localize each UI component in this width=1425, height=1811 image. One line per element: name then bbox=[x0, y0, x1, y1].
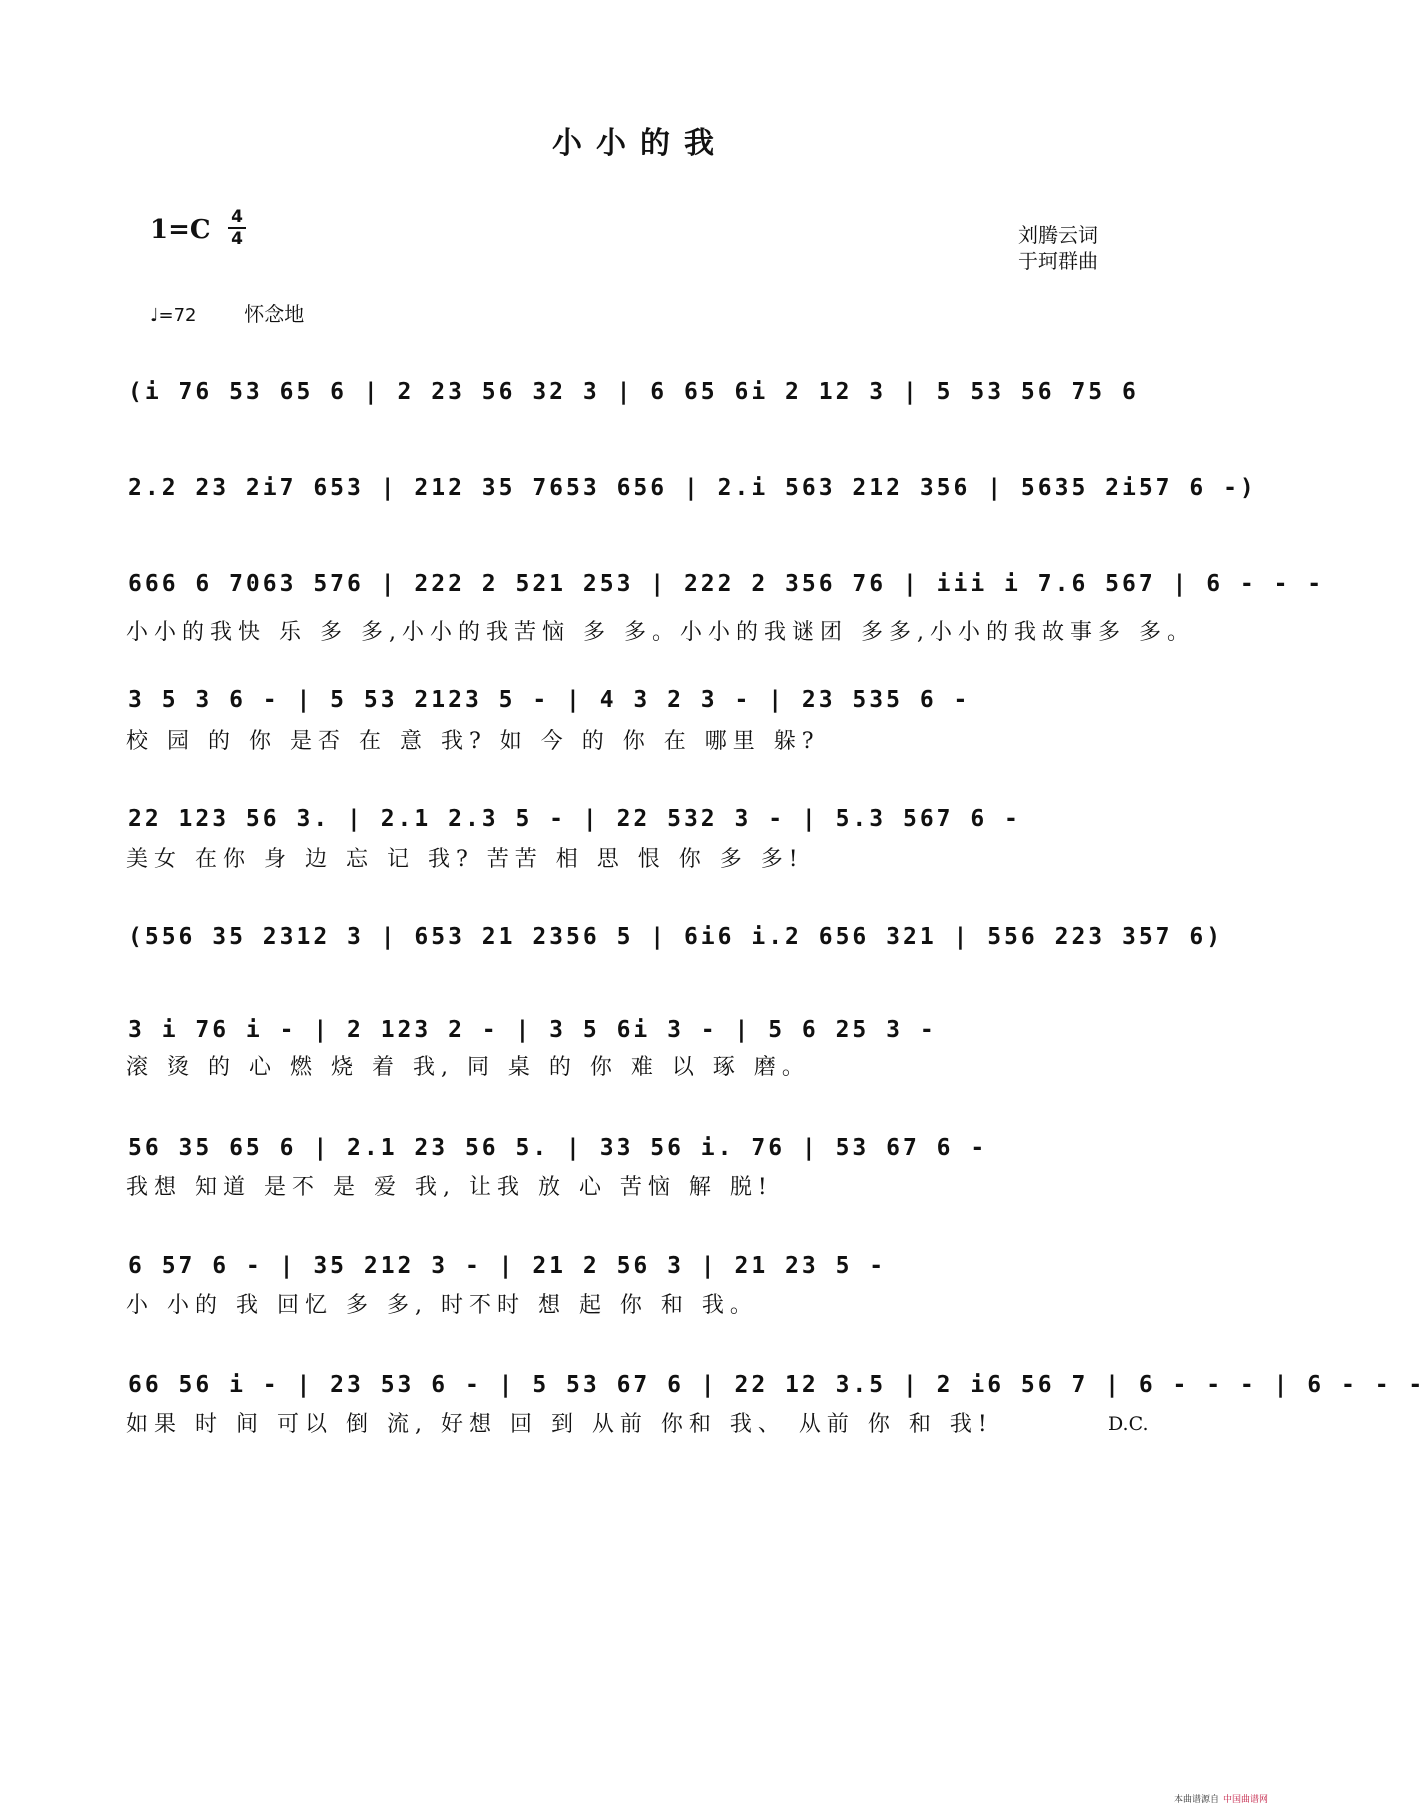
tempo-bpm: ♩=72 bbox=[150, 305, 197, 326]
composer: 于珂群曲 bbox=[1018, 249, 1098, 273]
lyric-line-3: 小小的我快 乐 多 多,小小的我苦恼 多 多。小小的我谜团 多多,小小的我故事多 多。 bbox=[126, 620, 1195, 645]
notation-row-5 bbox=[128, 799, 1153, 839]
notation-row-1 bbox=[128, 372, 1153, 412]
notes-line: (556 35 2312 3 | 653 21 2356 5 | 6i6 i.2 656 321 | 556 223 357 6) bbox=[128, 924, 1224, 950]
key-signature: 1=C bbox=[150, 215, 211, 245]
notes-line: 666 6 7063 576 | 222 2 521 253 | 222 2 356 76 | iii i 7.6 567 | 6 - - - bbox=[128, 571, 1325, 597]
notes-line: (i 76 53 65 6 | 2 23 56 32 3 | 6 65 6i 2 12 3 | 5 53 56 75 6 bbox=[128, 379, 1139, 405]
lyric-line-10: 如果 时 间 可以 倒 流, 好想 回 到 从前 你和 我、 从前 你 和 我! bbox=[126, 1412, 993, 1437]
lyric-line-9: 小 小的 我 回忆 多 多, 时不时 想 起 你 和 我。 bbox=[126, 1293, 758, 1318]
notes-line: 3 i 76 i - | 2 123 2 - | 3 5 6i 3 - | 5 6 25 3 - bbox=[128, 1017, 937, 1043]
lyric-line-5: 美女 在你 身 边 忘 记 我? 苦苦 相 思 恨 你 多 多! bbox=[126, 847, 804, 872]
tempo-marking bbox=[150, 298, 304, 327]
time-signature-bottom: 4 bbox=[231, 229, 243, 249]
credits bbox=[1018, 222, 1098, 274]
notation-row-7 bbox=[128, 1010, 1153, 1050]
notes-line: 66 56 i - | 23 53 6 - | 5 53 67 6 | 22 12 3.5 | 2 i6 56 7 | 6 - - - | 6 - - - bbox=[128, 1372, 1425, 1398]
time-signature-top: 4 bbox=[231, 207, 243, 227]
lyric-line-7: 滚 烫 的 心 燃 烧 着 我, 同 桌 的 你 难 以 琢 磨。 bbox=[126, 1055, 810, 1080]
lyricist: 刘腾云词 bbox=[1018, 223, 1098, 247]
footer-site: 中国曲谱网 bbox=[1222, 1795, 1268, 1805]
notation-row-9 bbox=[128, 1246, 1153, 1286]
notes-line: 3 5 3 6 - | 5 53 2123 5 - | 4 3 2 3 - | 23 535 6 - bbox=[128, 687, 971, 713]
da-capo-mark: D.C. bbox=[1108, 1413, 1149, 1435]
notation-row-4 bbox=[128, 680, 1153, 720]
notes-line: 22 123 56 3. | 2.1 2.3 5 - | 22 532 3 - | 5.3 567 6 - bbox=[128, 806, 1021, 832]
notation-row-3 bbox=[128, 564, 1325, 604]
notation-row-10 bbox=[128, 1365, 1425, 1405]
song-title: 小小的我 bbox=[552, 126, 728, 161]
notes-line: 2.2 23 2i7 653 | 212 35 7653 656 | 2.i 563 212 356 | 5635 2i57 6 -) bbox=[128, 475, 1257, 501]
tempo-mood: 怀念地 bbox=[244, 302, 305, 326]
lyric-line-8: 我想 知道 是不 是 爱 我, 让我 放 心 苦恼 解 脱! bbox=[126, 1175, 773, 1200]
notes-line: 6 57 6 - | 35 212 3 - | 21 2 56 3 | 21 23 5 - bbox=[128, 1253, 887, 1279]
notation-row-8 bbox=[128, 1128, 1153, 1168]
footer-source: 本曲谱源自 bbox=[1173, 1795, 1219, 1805]
notes-line: 56 35 65 6 | 2.1 23 56 5. | 33 56 i. 76 | 53 67 6 - bbox=[128, 1135, 988, 1161]
time-signature bbox=[228, 208, 246, 248]
source-footer bbox=[1174, 1792, 1268, 1805]
notation-row-2 bbox=[128, 468, 1257, 508]
notation-row-6 bbox=[128, 917, 1224, 957]
lyric-line-4: 校 园 的 你 是否 在 意 我? 如 今 的 你 在 哪里 躲? bbox=[126, 729, 820, 754]
